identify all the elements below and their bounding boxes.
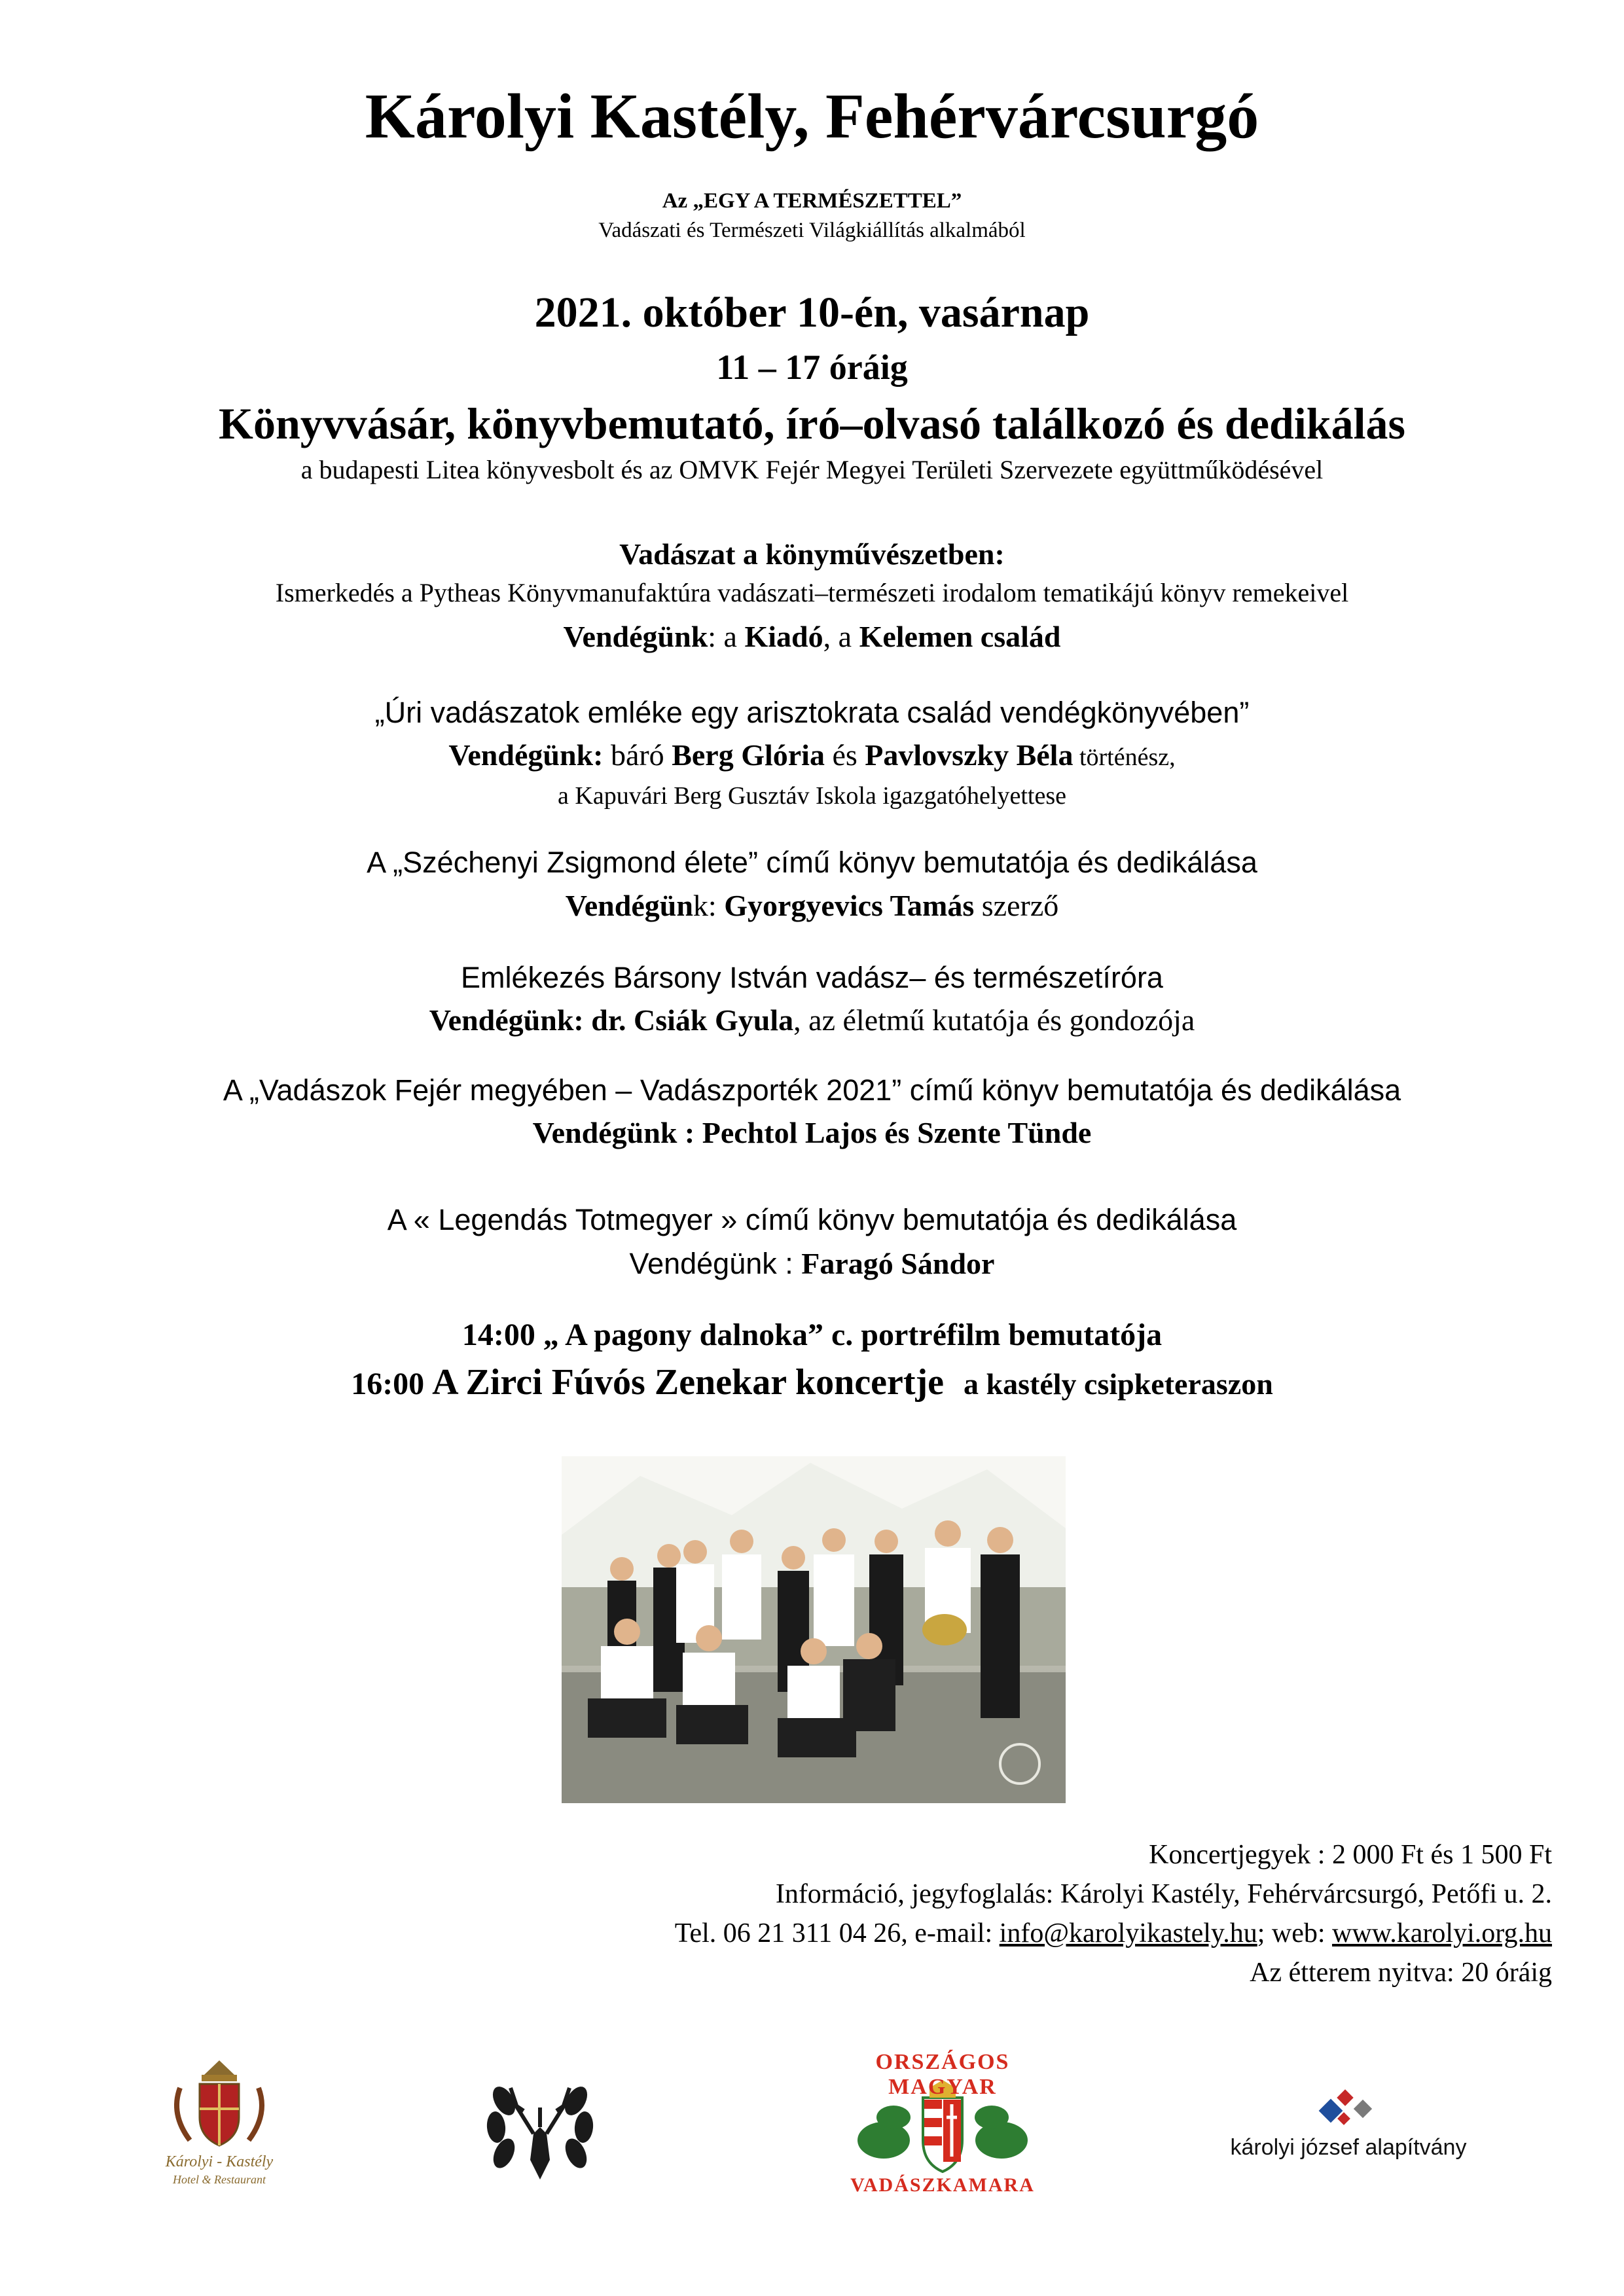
program-1-desc: Ismerkedés a Pytheas Könyvmanufaktúra vadászati–természeti irodalom tematikájú könyv remekeivel [275, 578, 1349, 607]
concert-name: A Zirci Fúvós Zenekar koncertje [432, 1362, 945, 1403]
guest-role: történész, [1073, 744, 1176, 771]
guest-label: Vendégün [565, 889, 693, 922]
hunting-chamber-logo [831, 2042, 1054, 2199]
concert-place: a kastély csipketeraszon [964, 1367, 1273, 1401]
program-2-guest [0, 738, 1624, 772]
karolyi-foundation-logo [1211, 2088, 1486, 2166]
diamond-squares-icon [1211, 2088, 1486, 2134]
guest-name: Faragó Sándor [801, 1247, 995, 1280]
event-date: 2021. október 10-én, vasárnap [534, 289, 1090, 336]
band-photo [562, 1456, 1066, 1803]
guest-label: Vendégünk: [448, 738, 604, 772]
program-6-guest [0, 1246, 1624, 1281]
program-4-guest [0, 1003, 1624, 1037]
program-6-title: A « Legendás Totmegyer » című könyv bemutatója és dedikálása [387, 1203, 1237, 1236]
castle-logo-line-1: Károlyi - Kastély [165, 2153, 274, 2170]
program-2-role: a Kapuvári Berg Gusztáv Iskola igazgatóhelyettese [558, 782, 1066, 810]
foundation-name: károlyi józsef alapítvány [1230, 2135, 1467, 2160]
guest-role: , az életmű kutatója és gondozója [793, 1003, 1195, 1037]
guest-role: szerző [974, 889, 1059, 922]
program-2-title: „Úri vadászatok emléke egy arisztokrata család vendégkönyvében” [374, 696, 1250, 729]
guest-sep: és [824, 738, 865, 772]
guest-sep: : a [708, 620, 745, 653]
concert-time: 16:00 [351, 1367, 433, 1401]
program-1-heading: Vadászat a könyművészetben: [619, 537, 1005, 571]
concert-line [0, 1361, 1624, 1403]
booking-info: Információ, jegyfoglalás: Károlyi Kastély, Fehérvárcsurgó, Petőfi u. 2. [775, 1879, 1552, 1909]
contact-line [675, 1918, 1552, 1949]
phone-label: Tel. 06 21 311 04 26, e-mail: [674, 1918, 1000, 1948]
guest-sep: , a [823, 620, 859, 653]
restaurant-hours: Az étterem nyitva: 20 óráig [1250, 1958, 1552, 1988]
deer-wreath-icon [478, 2062, 602, 2193]
program-3-guest [0, 888, 1624, 923]
guest-name: Kiadó [744, 620, 823, 653]
guest-sep: k: [693, 889, 725, 922]
guest-sep: báró [603, 738, 672, 772]
guest-name: Kelemen család [859, 620, 1061, 653]
castle-logo-line-2: Hotel & Restaurant [173, 2173, 266, 2186]
page-title: Károlyi Kastély, Fehérvárcsurgó [365, 81, 1259, 152]
email-link[interactable]: info@karolyikastely.hu [999, 1918, 1257, 1948]
ticket-prices: Koncertjegyek : 2 000 Ft és 1 500 Ft [1149, 1840, 1552, 1870]
guest-name: Gyorgyevics Tamás [724, 889, 975, 922]
cooperation-note: a budapesti Litea könyvesbolt és az OMVK Fejér Megyei Területi Szervezete együttműködésével [300, 455, 1324, 484]
chamber-arc-bottom-text: VADÁSZKAMARA [850, 2174, 1035, 2196]
guest-label: Vendégünk [563, 620, 708, 653]
program-1-guest [0, 619, 1624, 654]
guest-name: Berg Glória [672, 738, 825, 772]
chamber-arc-top-text: ORSZÁGOS MAGYAR [875, 2050, 1010, 2099]
karolyi-castle-logo [144, 2055, 295, 2193]
program-3-title: A „Széchenyi Zsigmond élete” című könyv bemutatója és dedikálása [367, 846, 1257, 879]
guest-name: Pavlovszky Béla [865, 738, 1074, 772]
occasion-line-1: Az „EGY A TERMÉSZETTEL” [662, 189, 962, 213]
event-headline: Könyvvásár, könyvbemutató, író–olvasó találkozó és dedikálás [219, 399, 1405, 448]
band-photo-illustration [562, 1456, 1066, 1803]
web-label: ; web: [1257, 1918, 1333, 1948]
guest-label: Vendégünk: dr. Csiák Gyula [429, 1003, 794, 1037]
coat-of-arms-icon [144, 2055, 295, 2153]
guest-label: Vendégünk : [629, 1247, 802, 1280]
event-time: 11 – 17 óráig [716, 348, 908, 387]
program-5-title: A „Vadászok Fejér megyében – Vadászporték 2021” című könyv bemutatója és dedikálása [223, 1073, 1401, 1107]
website-link[interactable]: www.karolyi.org.hu [1332, 1918, 1552, 1948]
program-4-title: Emlékezés Bársony István vadász– és természetíróra [461, 961, 1163, 994]
program-5-guest: Vendégünk : Pechtol Lajos és Szente Tünde [532, 1116, 1092, 1149]
film-screening: 14:00 „ A pagony dalnoka” c. portréfilm bemutatója [461, 1318, 1163, 1352]
occasion-line-2: Vadászati és Természeti Világkiállítás alkalmából [598, 219, 1026, 242]
deer-wreath-logo [478, 2062, 602, 2193]
